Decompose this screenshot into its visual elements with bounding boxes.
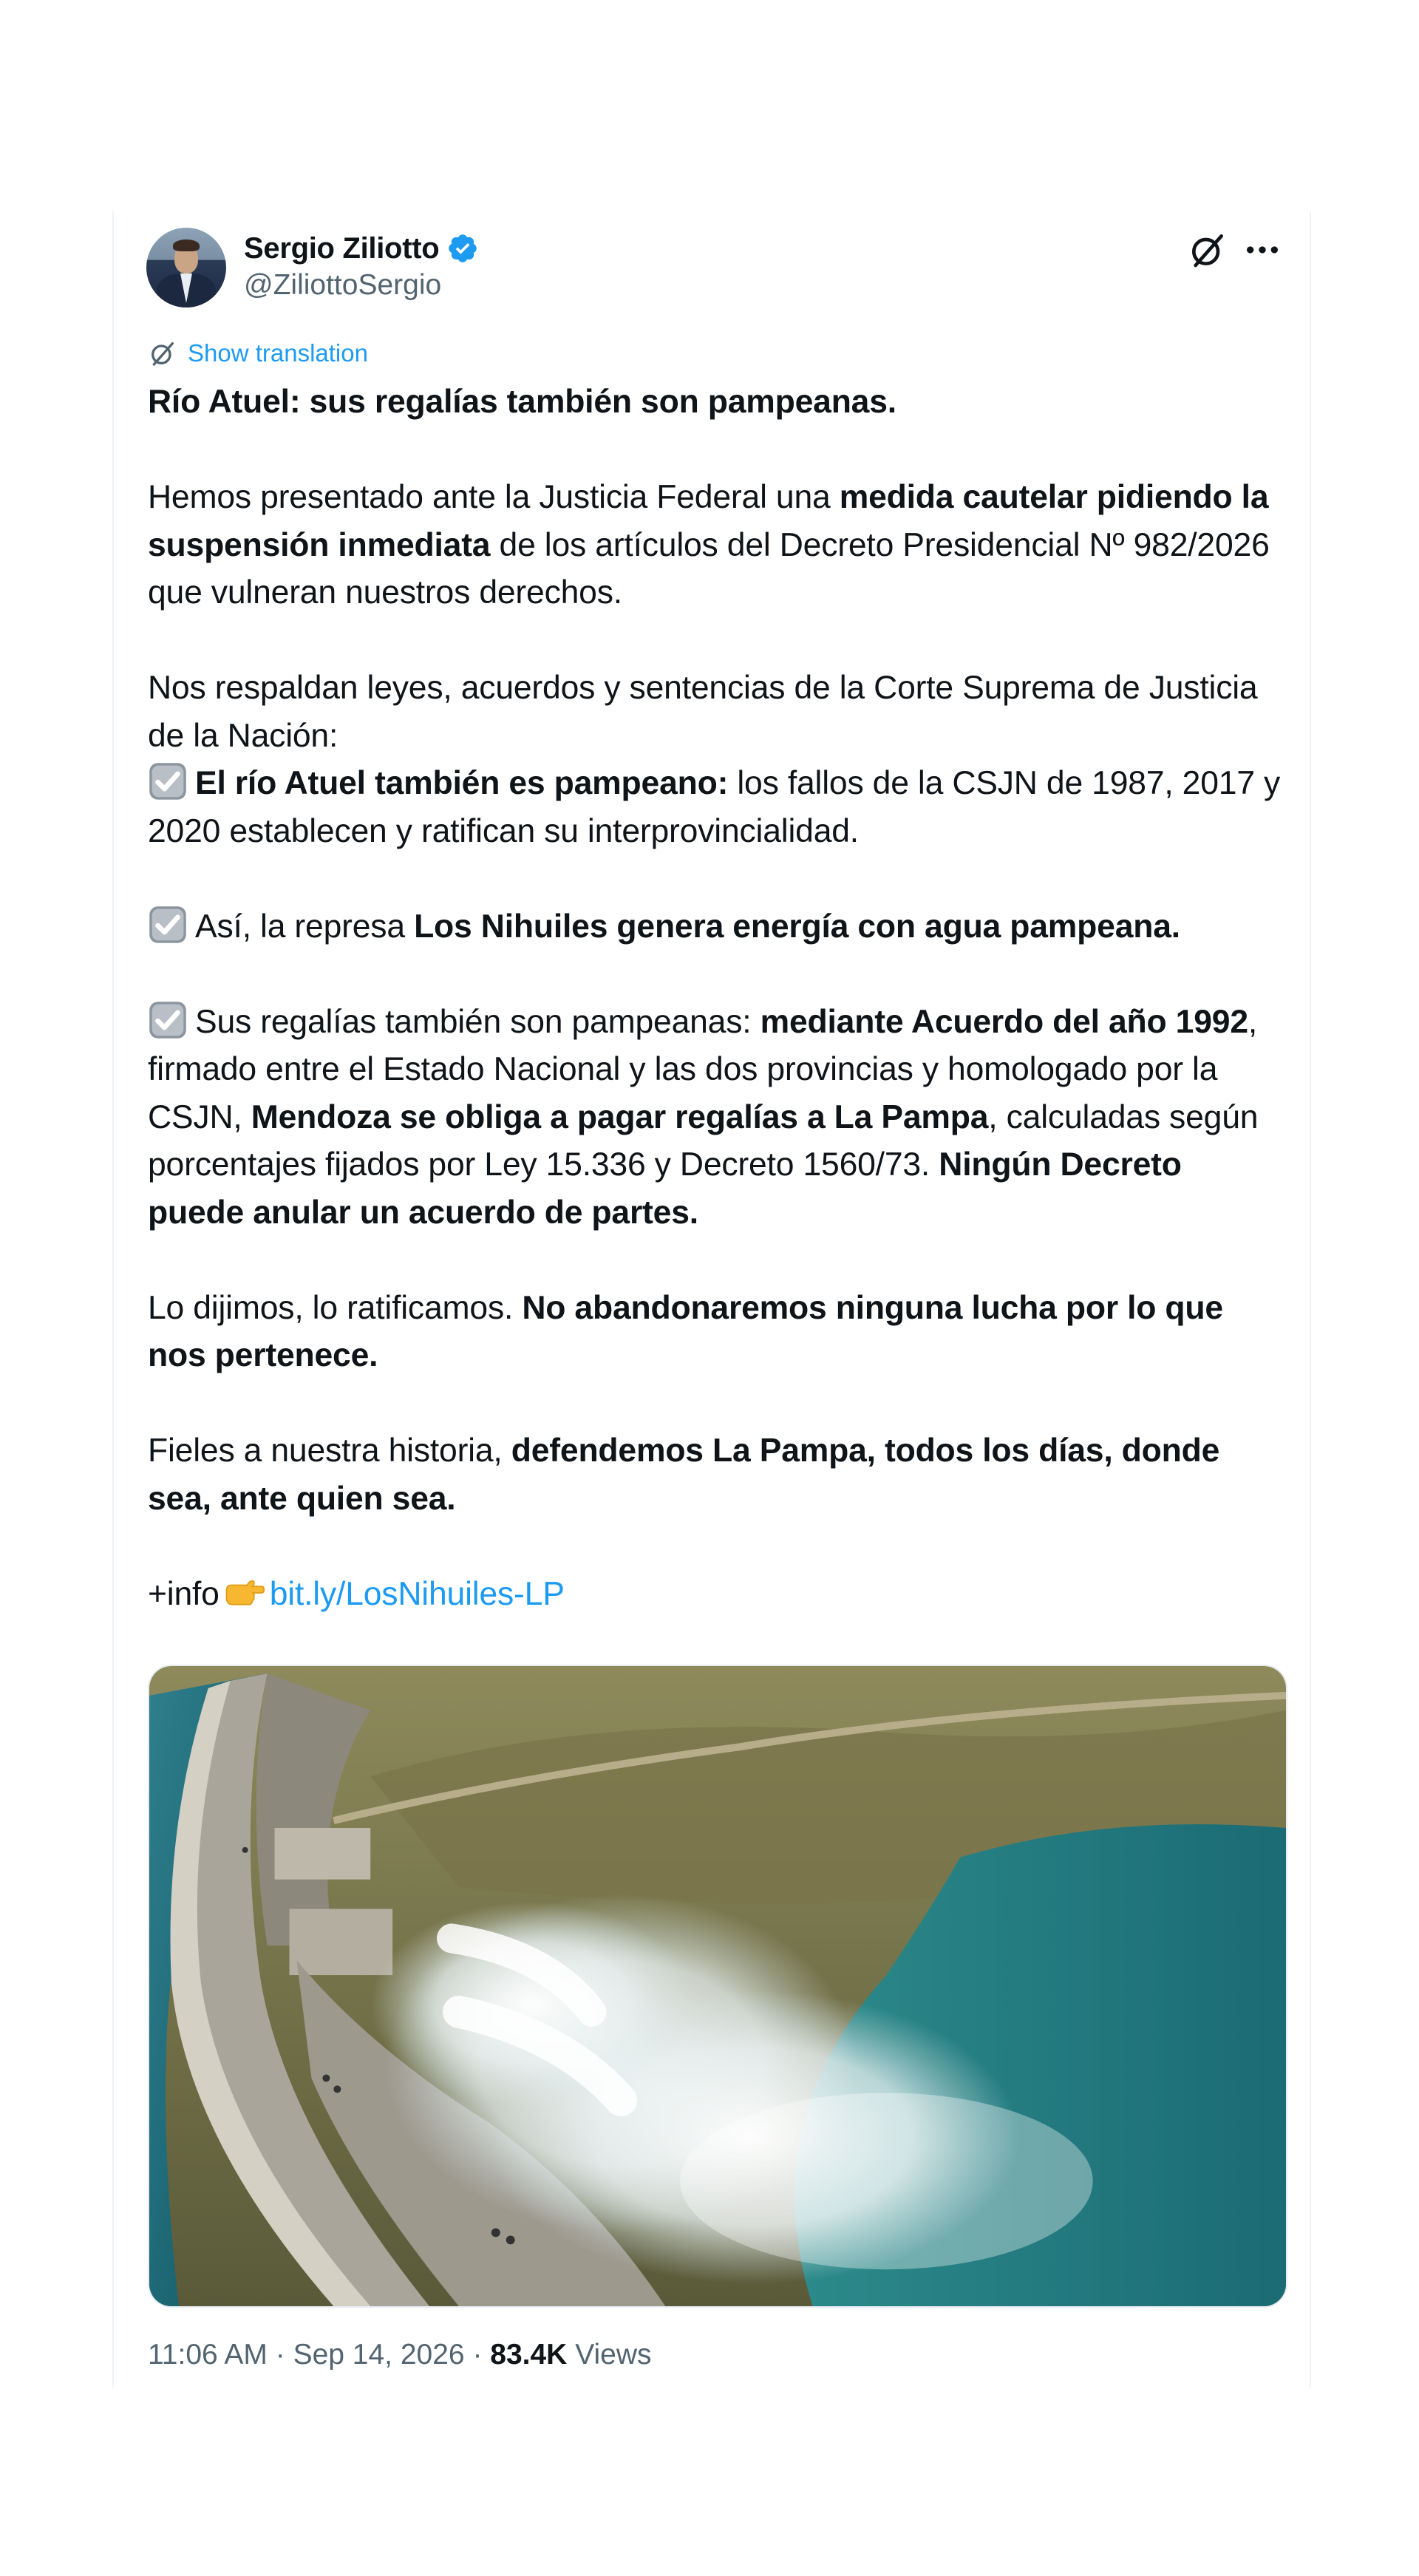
check-mark-icon bbox=[148, 1000, 188, 1040]
tweet-text bbox=[148, 378, 1286, 1618]
grok-icon[interactable] bbox=[1187, 229, 1228, 271]
tweet-date[interactable]: Sep 14, 2026 bbox=[293, 2339, 465, 2371]
tweet-time[interactable]: 11:06 AM bbox=[148, 2339, 268, 2371]
tweet-paragraph: Nos respaldan leyes, acuerdos y sentencias de la Corte Suprema de Justicia de la Nación: bbox=[148, 670, 1258, 754]
pointing-right-icon bbox=[224, 1577, 265, 1609]
avatar[interactable] bbox=[146, 228, 226, 307]
tweet-paragraph: Fieles a nuestra historia, defendemos La Pampa, todos los días, donde sea, ante quien sea. bbox=[148, 1433, 1220, 1517]
tweet-paragraph: Sus regalías también son pampeanas: mediante Acuerdo del año 1992, firmado entre el Estado Nacional y las dos provincias y homologado por la CSJN, Mendoza se obliga a pagar regalías a La Pampa, calculadas según porcentajes fijados por Ley 15.336 y Decreto 1560/73. Ningún Decreto puede anular un acuerdo de partes. bbox=[148, 999, 1286, 1237]
external-link[interactable]: bit.ly/LosNihuiles-LP bbox=[269, 1575, 565, 1612]
dam-spillway-photo bbox=[149, 1666, 1286, 2306]
translate-icon bbox=[148, 339, 177, 368]
author-display-name[interactable]: Sergio Ziliotto bbox=[244, 231, 440, 265]
verified-badge-icon[interactable] bbox=[446, 232, 479, 265]
author-handle[interactable]: @ZiliottoSergio bbox=[244, 269, 442, 301]
tweet-meta: 11:06 AM · Sep 14, 2026 · 83.4K Views bbox=[148, 2339, 652, 2371]
tweet-media-image[interactable] bbox=[148, 1665, 1287, 2308]
more-icon[interactable] bbox=[1242, 229, 1283, 271]
check-mark-icon bbox=[148, 905, 188, 945]
author-name-row bbox=[244, 229, 479, 268]
tweet-paragraph: El río Atuel también es pampeano: los fallos de la CSJN de 1987, 2017 y 2020 establecen y ratifican su interprovincialidad. bbox=[148, 760, 1286, 855]
tweet-paragraph: Así, la represa Los Nihuiles genera energía con agua pampeana. bbox=[148, 903, 1286, 951]
tweet-paragraph: Hemos presentado ante la Justicia Federal una medida cautelar pidiendo la suspensión inmediata de los artículos del Decreto Presidencial Nº 982/2026 que vulneran nuestros derechos. bbox=[148, 479, 1270, 611]
show-translation-label: Show translation bbox=[188, 339, 368, 367]
check-mark-icon bbox=[148, 761, 188, 801]
tweet-paragraph: Río Atuel: sus regalías también son pampeanas. bbox=[148, 384, 896, 420]
tweet-card bbox=[112, 211, 1311, 2388]
tweet-paragraph: +info bit.ly/LosNihuiles-LP bbox=[148, 1575, 565, 1612]
views-label: Views bbox=[567, 2339, 652, 2371]
tweet-paragraph: Lo dijimos, lo ratificamos. No abandonaremos ninguna lucha por lo que nos pertenece. bbox=[148, 1289, 1223, 1373]
show-translation-link[interactable] bbox=[148, 339, 368, 368]
views-count: 83.4K bbox=[490, 2339, 568, 2371]
